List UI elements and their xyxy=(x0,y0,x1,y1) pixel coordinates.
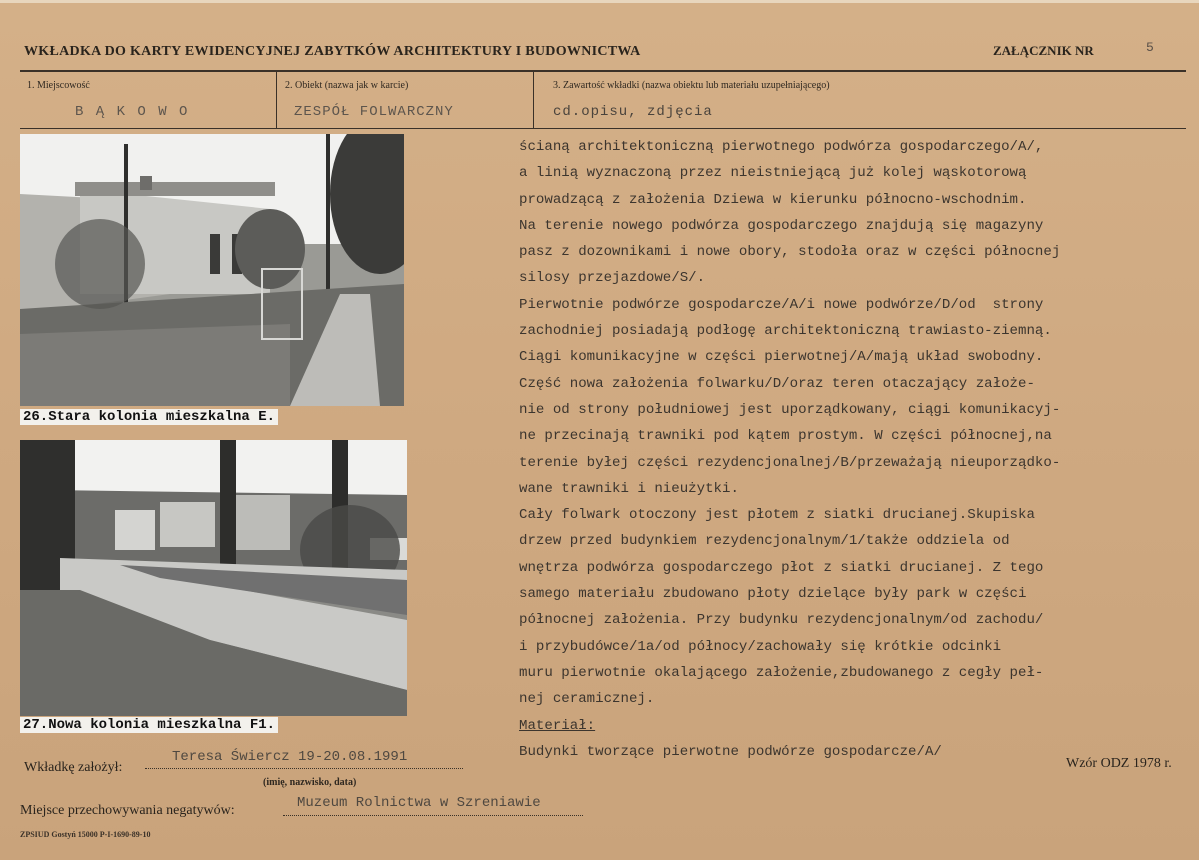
field-separator-2 xyxy=(533,71,534,129)
photo-caption-27: 27.Nowa kolonia mieszkalna F1. xyxy=(20,717,278,733)
contents-value: cd.opisu, zdjęcia xyxy=(553,104,713,120)
annex-number: 5 xyxy=(1146,40,1154,55)
storage-label: Miejsce przechowywania negatywów: xyxy=(20,803,235,818)
photo-old-colony xyxy=(20,134,404,406)
photo-new-colony-image xyxy=(20,440,407,716)
contents-label: 3. Zawartość wkładki (nazwa obiektu lub materiału uzupełniającego) xyxy=(553,80,830,91)
material-heading: Materiał: xyxy=(519,717,596,734)
text-line: Pierwotnie podwórze gospodarcze/A/i nowe podwórze/D/od strony xyxy=(519,296,1044,313)
text-line: ścianą architektoniczną pierwotnego podwórza gospodarczego/A/, xyxy=(519,139,1044,155)
text-line: i przybudówce/1a/od północy/zachowały się krótkie odcinki xyxy=(519,638,1002,655)
founder-value: Teresa Świercz 19-20.08.1991 xyxy=(172,749,408,765)
text-line: nie od strony południowej jest uporządkowany, ciągi komunikacyj- xyxy=(519,401,1061,418)
text-line: samego materiału zbudowano płoty dzielące były park w części xyxy=(519,586,1027,603)
text-line: północnej założenia. Przy budynku rezydencjonalnym/od zachodu/ xyxy=(519,612,1044,629)
text-line: ne przecinają trawniki pod kątem prostym. W części północnej,na xyxy=(519,428,1052,445)
founder-label: Wkładkę założył: xyxy=(24,760,123,775)
fields-divider xyxy=(20,128,1186,129)
document-title: WKŁADKA DO KARTY EWIDENCYJNEJ ZABYTKÓW ARCHITEKTURY I BUDOWNICTWA xyxy=(24,44,641,59)
storage-value: Muzeum Rolnictwa w Szreniawie xyxy=(297,795,541,811)
header-divider xyxy=(20,70,1186,72)
photo-caption-26: 26.Stara kolonia mieszkalna E. xyxy=(20,409,278,425)
card-top-edge xyxy=(0,0,1199,3)
text-line: zachodniej posiadają podłogę architektoniczną trawiasto-ziemną. xyxy=(519,323,1052,340)
text-line: silosy przejazdowe/S/. xyxy=(519,270,706,287)
locality-value: B Ą K O W O xyxy=(75,104,190,120)
photo-old-colony-image xyxy=(20,134,404,406)
description-text xyxy=(519,134,1179,765)
text-line: Budynki tworzące pierwotne podwórze gospodarcze/A/ xyxy=(519,743,942,760)
text-line: pasz z dozownikami i nowe obory, stodoła oraz w części północnej xyxy=(519,244,1061,261)
founder-hint: (imię, nazwisko, data) xyxy=(263,777,357,788)
text-line: prowadzącą z założenia Dziewa w kierunku północno-wschodnim. xyxy=(519,191,1027,208)
founder-dotted-line xyxy=(145,768,463,769)
text-line: Część nowa założenia folwarku/D/oraz teren otaczający założe- xyxy=(519,375,1035,392)
text-line: Na terenie nowego podwórza gospodarczego znajdują się magazyny xyxy=(519,217,1044,234)
text-line: terenie byłej części rezydencjonalnej/B/przeważają nieuporządko- xyxy=(519,454,1061,471)
text-line: drzew przed budynkiem rezydencjonalnym/1/także oddziela od xyxy=(519,533,1010,550)
object-value: ZESPÓŁ FOLWARCZNY xyxy=(294,104,454,120)
photo-new-colony xyxy=(20,440,407,716)
text-line: wane trawniki i nieużytki. xyxy=(519,480,739,497)
form-code: Wzór ODZ 1978 r. xyxy=(1066,756,1172,771)
annex-label: ZAŁĄCZNIK NR xyxy=(993,43,1094,58)
text-line: muru pierwotnie okalającego założenie,zbudowanego z cegły peł- xyxy=(519,664,1044,681)
print-code: ZPSIUD Gostyń 15000 P-I-1690-89-10 xyxy=(20,830,151,839)
object-label: 2. Obiekt (nazwa jak w karcie) xyxy=(285,80,409,91)
text-line: nej ceramicznej. xyxy=(519,691,655,708)
text-line: a linią wyznaczoną przez nieistniejącą już kolej wąskotorową xyxy=(519,165,1027,182)
text-line: Ciągi komunikacyjne w części pierwotnej/A/mają układ swobodny. xyxy=(519,349,1044,366)
field-separator-1 xyxy=(276,71,277,129)
locality-label: 1. Miejscowość xyxy=(27,80,90,91)
storage-dotted-line xyxy=(283,815,583,816)
text-line: Cały folwark otoczony jest płotem z siatki drucianej.Skupiska xyxy=(519,507,1035,524)
text-line: wnętrza podwórza gospodarczego płot z siatki drucianej. Z tego xyxy=(519,559,1044,576)
